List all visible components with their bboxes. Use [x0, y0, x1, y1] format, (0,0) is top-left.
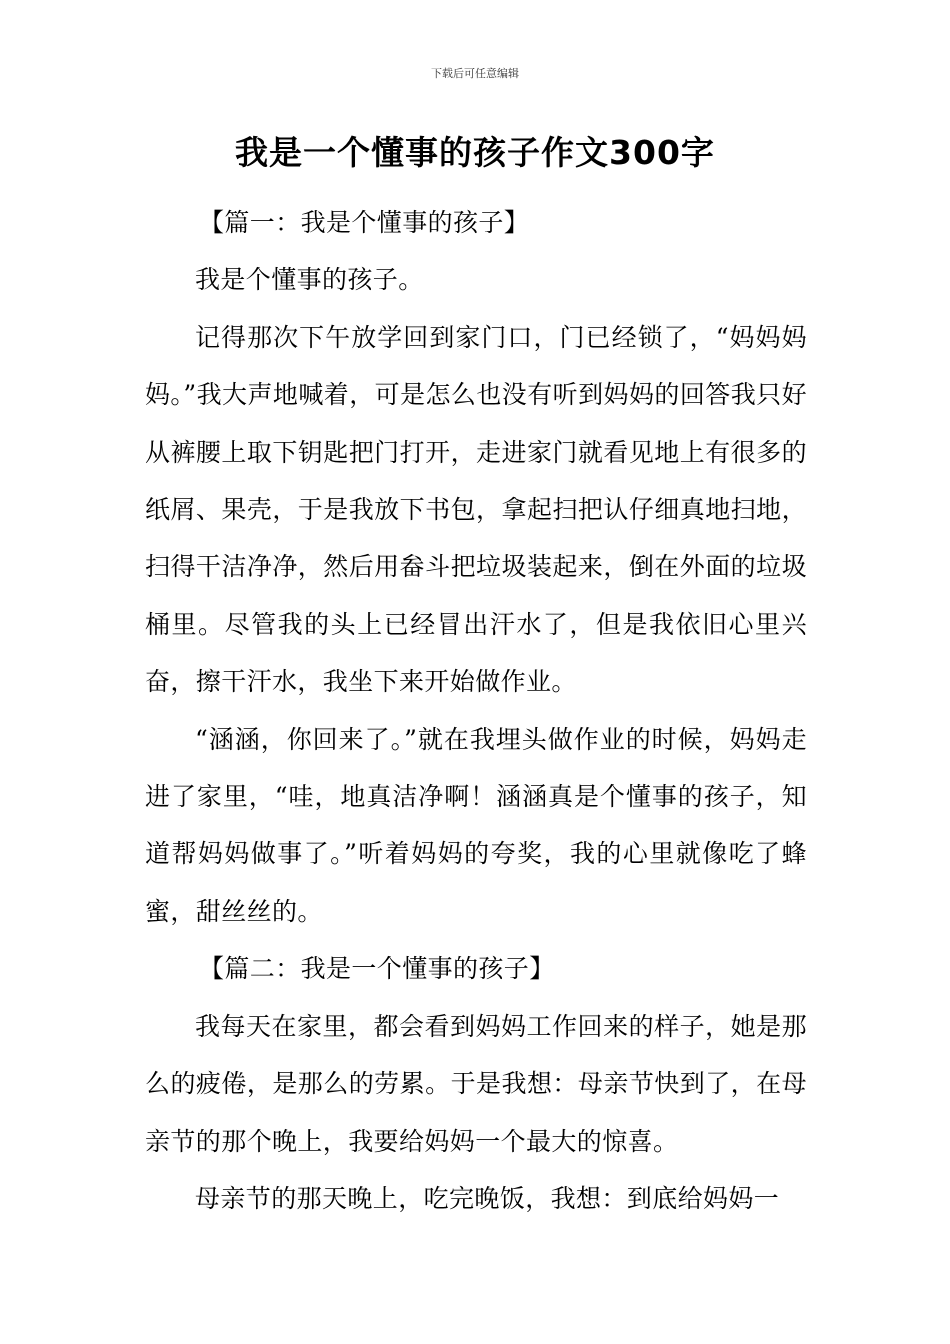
paragraph: 母亲节的那天晚上，吃完晚饭，我想：到底给妈妈一: [195, 1183, 780, 1213]
document-title: 我是一个懂事的孩子作文300字: [235, 133, 715, 172]
section-heading-2: 【篇二：我是一个懂事的孩子】: [199, 954, 555, 984]
header-note: 下载后可任意编辑: [431, 67, 519, 80]
document-body: [145, 194, 807, 1227]
paragraph: 我每天在家里，都会看到妈妈工作回来的样子，她是那么的疲倦，是那么的劳累。于是我想：母亲节快到了，在母亲节的那个晚上，我要给妈妈一个最大的惊喜。: [145, 1011, 807, 1156]
paragraph: “涵涵，你回来了。”就在我埋头做作业的时候，妈妈走进了家里，“哇，地真洁净啊！涵涵真是个懂事的孩子，知道帮妈妈做事了。”听着妈妈的夸奖，我的心里就像吃了蜂蜜，甜丝丝的。: [145, 724, 807, 926]
paragraph: 记得那次下午放学回到家门口，门已经锁了，“妈妈妈妈。”我大声地喊着，可是怎么也没有听到妈妈的回答我只好从裤腰上取下钥匙把门打开，走进家门就看见地上有很多的纸屑、果壳，于是我放下书包，拿起扫把认仔细真地扫地，扫得干洁净净，然后用畚斗把垃圾装起来，倒在外面的垃圾桶里。尽管我的头上已经冒出汗水了，但是我依旧心里兴奋，擦干汗水，我坐下来开始做作业。: [145, 322, 807, 697]
paragraph: 我是个懂事的孩子。: [195, 265, 424, 295]
section-heading-1: 【篇一：我是个懂事的孩子】: [199, 208, 530, 237]
